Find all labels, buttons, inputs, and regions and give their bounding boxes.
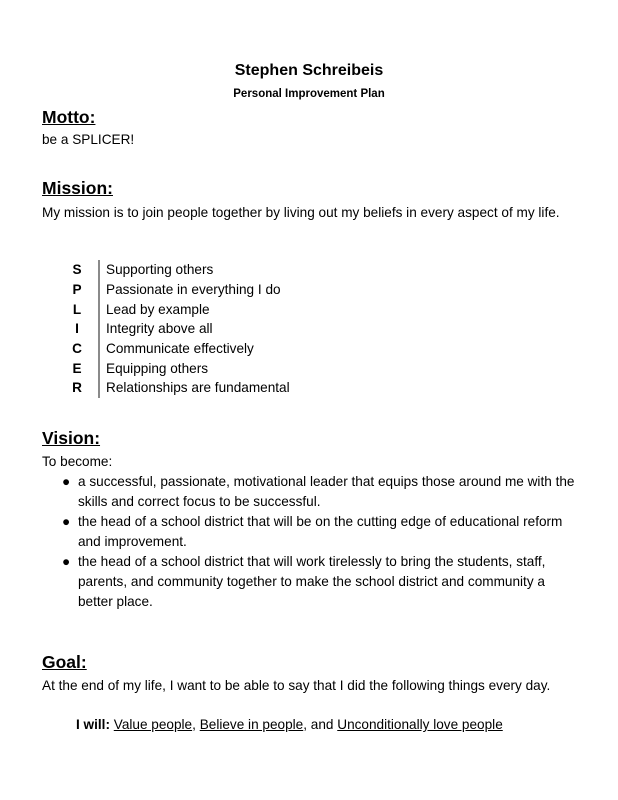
motto-heading: Motto:	[42, 107, 96, 127]
acronym-phrase: Supporting others	[106, 262, 214, 278]
document-title: Stephen Schreibeis	[234, 62, 384, 79]
acronym-letter: E	[72, 360, 82, 376]
acronym-row	[62, 299, 422, 319]
acronym-phrase: Integrity above all	[106, 321, 213, 337]
bullet-icon: ●	[62, 554, 71, 569]
divider	[98, 319, 100, 339]
acronym-letter: C	[72, 341, 82, 357]
goal-heading: Goal:	[42, 652, 87, 672]
vision-item-text: a successful, passionate, motivational leader that equips those around me with the skills and correct focus to be successful.	[78, 474, 575, 509]
vision-item	[62, 472, 582, 512]
separator: ,	[192, 717, 200, 732]
divider	[98, 280, 100, 300]
mission-heading: Mission:	[42, 178, 113, 198]
acronym-phrase: Communicate effectively	[106, 341, 254, 357]
splicer-acronym-list	[62, 260, 422, 398]
acronym-phrase: Passionate in everything I do	[106, 282, 281, 298]
bullet-icon: ●	[62, 474, 71, 489]
acronym-letter: R	[72, 380, 82, 396]
acronym-phrase: Relationships are fundamental	[106, 380, 290, 396]
vision-item	[62, 512, 582, 552]
will-label: I will:	[76, 717, 110, 732]
vision-intro: To become:	[42, 454, 113, 469]
acronym-phrase: Lead by example	[106, 301, 210, 317]
vision-list	[62, 472, 582, 612]
acronym-row	[62, 339, 422, 359]
vision-item-text: the head of a school district that will be on the cutting edge of educational reform and improvement.	[78, 514, 563, 549]
separator: , and	[303, 717, 338, 732]
divider	[98, 260, 100, 280]
acronym-letter: L	[72, 301, 82, 317]
will-item: Value people	[113, 717, 193, 732]
acronym-letter: S	[72, 262, 82, 278]
bullet-icon: ●	[62, 514, 71, 529]
divider	[98, 378, 100, 398]
vision-item	[62, 552, 582, 612]
will-item: Believe in people	[199, 717, 304, 732]
acronym-phrase: Equipping others	[106, 360, 209, 376]
acronym-row	[62, 319, 422, 339]
mission-text: My mission is to join people together by living out my beliefs in every aspect of my life.	[42, 205, 560, 220]
acronym-row	[62, 358, 422, 378]
acronym-letter: I	[75, 321, 79, 337]
vision-heading: Vision:	[42, 428, 101, 448]
acronym-row	[62, 260, 422, 280]
divider	[98, 358, 100, 378]
will-item: Unconditionally love people	[337, 717, 503, 732]
motto-text: be a SPLICER!	[42, 132, 135, 147]
vision-item-text: the head of a school district that will work tirelessly to bring the students, staff, parents, and community together to make the school district and community a better place.	[78, 554, 546, 609]
acronym-letter: P	[72, 282, 82, 298]
goal-text: At the end of my life, I want to be able to say that I did the following things every day.	[42, 678, 551, 693]
will-statement	[76, 715, 503, 735]
document-subtitle: Personal Improvement Plan	[233, 88, 385, 100]
divider	[98, 299, 100, 319]
acronym-row	[62, 280, 422, 300]
acronym-row	[62, 378, 422, 398]
divider	[98, 339, 100, 359]
